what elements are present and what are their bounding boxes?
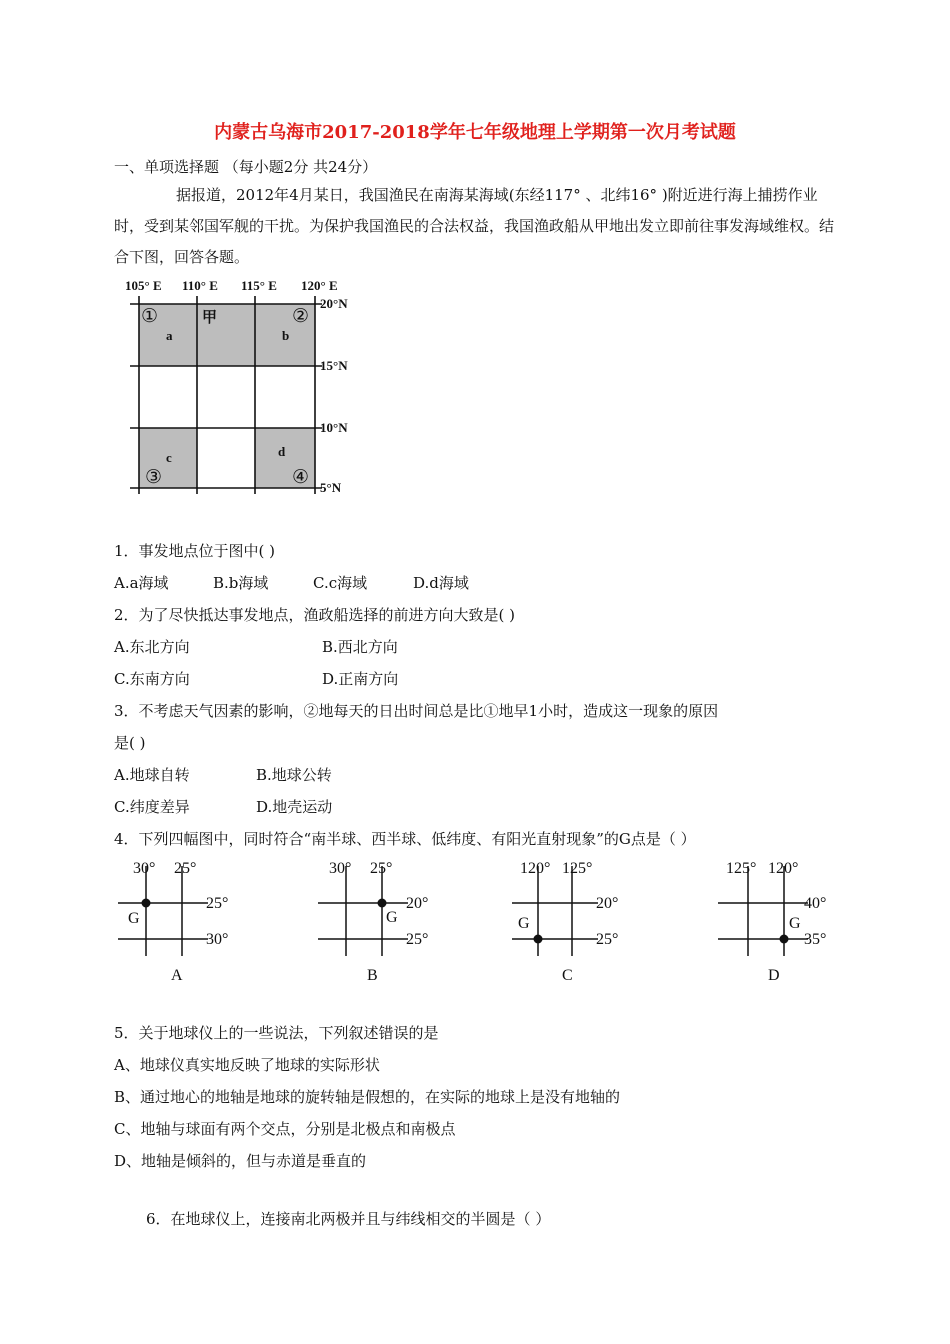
svg-text:G: G <box>518 915 530 932</box>
svg-text:30°: 30° <box>133 860 156 877</box>
q3-option-a: A.地球自转 <box>114 766 190 784</box>
q2-option-b: B.西北方向 <box>322 638 398 656</box>
svg-text:G: G <box>128 910 140 927</box>
svg-text:125°: 125° <box>562 860 593 877</box>
cell-label-a: a <box>166 328 173 343</box>
lon-label-110: 110° E <box>182 278 218 293</box>
svg-text:120°: 120° <box>768 860 799 877</box>
svg-text:25°: 25° <box>206 895 229 912</box>
lat-label-5: 5°N <box>320 480 342 495</box>
q4-diagram-a <box>118 856 248 986</box>
lon-label-105: 105° E <box>125 278 162 293</box>
page-title: 内蒙古乌海市2017-2018学年七年级地理上学期第一次月考试题 <box>214 122 736 143</box>
svg-text:25°: 25° <box>406 931 429 948</box>
lon-label-120: 120° E <box>301 278 338 293</box>
q4-diagram-d <box>716 856 846 986</box>
svg-text:G: G <box>789 915 801 932</box>
q5-stem: 5．关于地球仪上的一些说法，下列叙述错误的是 <box>114 1024 439 1042</box>
intro-paragraph: 据报道，2012年4月某日，我国渔民在南海某海域(东经117° 、北纬16° )附近进行海上捕捞作业时，受到某邻国军舰的干扰。为保护我国渔民的合法权益，我国渔政船从甲地出发立即前往事发海域维权。结合下图，回答各题。 <box>114 186 835 266</box>
svg-text:30°: 30° <box>206 931 229 948</box>
q4-diagram-c <box>512 856 642 986</box>
point-g <box>378 899 387 908</box>
q6-stem: 6．在地球仪上，连接南北两极并且与纬线相交的半圆是（ ） <box>146 1210 551 1228</box>
q1-stem: 1．事发地点位于图中( ) <box>114 542 276 560</box>
svg-text:125°: 125° <box>726 860 757 877</box>
svg-text:35°: 35° <box>804 931 827 948</box>
diagram-label: D <box>768 967 780 984</box>
q3-option-d: D.地壳运动 <box>256 798 333 816</box>
q5-option-a: A、地球仪真实地反映了地球的实际形状 <box>114 1056 380 1074</box>
q1-option-b: B.b海域 <box>213 574 269 592</box>
lat-label-20: 20°N <box>320 296 348 311</box>
lat-lon-grid-map <box>120 274 360 500</box>
q1-option-c: C.c海域 <box>313 574 368 592</box>
diagram-label: B <box>367 967 378 984</box>
q3-stem-line1: 3．不考虑天气因素的影响，②地每天的日出时间总是比①地早1小时，造成这一现象的原因 <box>114 702 719 720</box>
diagram-label: A <box>171 967 183 984</box>
q5-option-c: C、地轴与球面有两个交点，分别是北极点和南极点 <box>114 1120 456 1138</box>
lon-label-115: 115° E <box>241 278 277 293</box>
svg-text:G: G <box>386 909 398 926</box>
lat-label-15: 15°N <box>320 358 348 373</box>
q5-option-b: B、通过地心的地轴是地球的旋转轴是假想的，在实际的地球上是没有地轴的 <box>114 1088 621 1106</box>
cell-label-jia: 甲 <box>202 310 218 326</box>
svg-text:25°: 25° <box>174 860 197 877</box>
svg-text:25°: 25° <box>596 931 619 948</box>
cell-label-b: b <box>282 328 290 343</box>
svg-text:25°: 25° <box>370 860 393 877</box>
cell-label-d: d <box>278 444 286 459</box>
diagram-label: C <box>562 967 573 984</box>
corner-2: ② <box>292 306 310 327</box>
svg-text:20°: 20° <box>596 895 619 912</box>
cell-label-c: c <box>166 450 172 465</box>
svg-text:20°: 20° <box>406 895 429 912</box>
q3-option-b: B.地球公转 <box>256 766 332 784</box>
q2-stem: 2．为了尽快抵达事发地点，渔政船选择的前进方向大致是( ) <box>114 606 516 624</box>
corner-3: ③ <box>145 467 163 488</box>
q2-option-a: A.东北方向 <box>114 638 190 656</box>
point-g <box>534 935 543 944</box>
q2-option-c: C.东南方向 <box>114 670 190 688</box>
corner-4: ④ <box>292 467 310 488</box>
point-g <box>142 899 151 908</box>
q4-stem: 4．下列四幅图中，同时符合“南半球、西半球、低纬度、有阳光直射现象”的G点是（ ） <box>114 830 696 848</box>
lat-label-10: 10°N <box>320 420 348 435</box>
q1-option-a: A.a海域 <box>114 574 169 592</box>
q4-diagram-b <box>318 856 448 986</box>
q1-option-d: D.d海域 <box>413 574 469 592</box>
corner-1: ① <box>141 306 159 327</box>
point-g <box>780 935 789 944</box>
q3-option-c: C.纬度差异 <box>114 798 190 816</box>
section-heading: 一、单项选择题 （每小题2分 共24分） <box>114 158 378 176</box>
svg-text:30°: 30° <box>329 860 352 877</box>
q3-stem-line2: 是( ) <box>114 734 146 752</box>
q2-option-d: D.正南方向 <box>322 670 399 688</box>
svg-text:120°: 120° <box>520 860 551 877</box>
svg-text:40°: 40° <box>804 895 827 912</box>
q5-option-d: D、地轴是倾斜的，但与赤道是垂直的 <box>114 1152 367 1170</box>
